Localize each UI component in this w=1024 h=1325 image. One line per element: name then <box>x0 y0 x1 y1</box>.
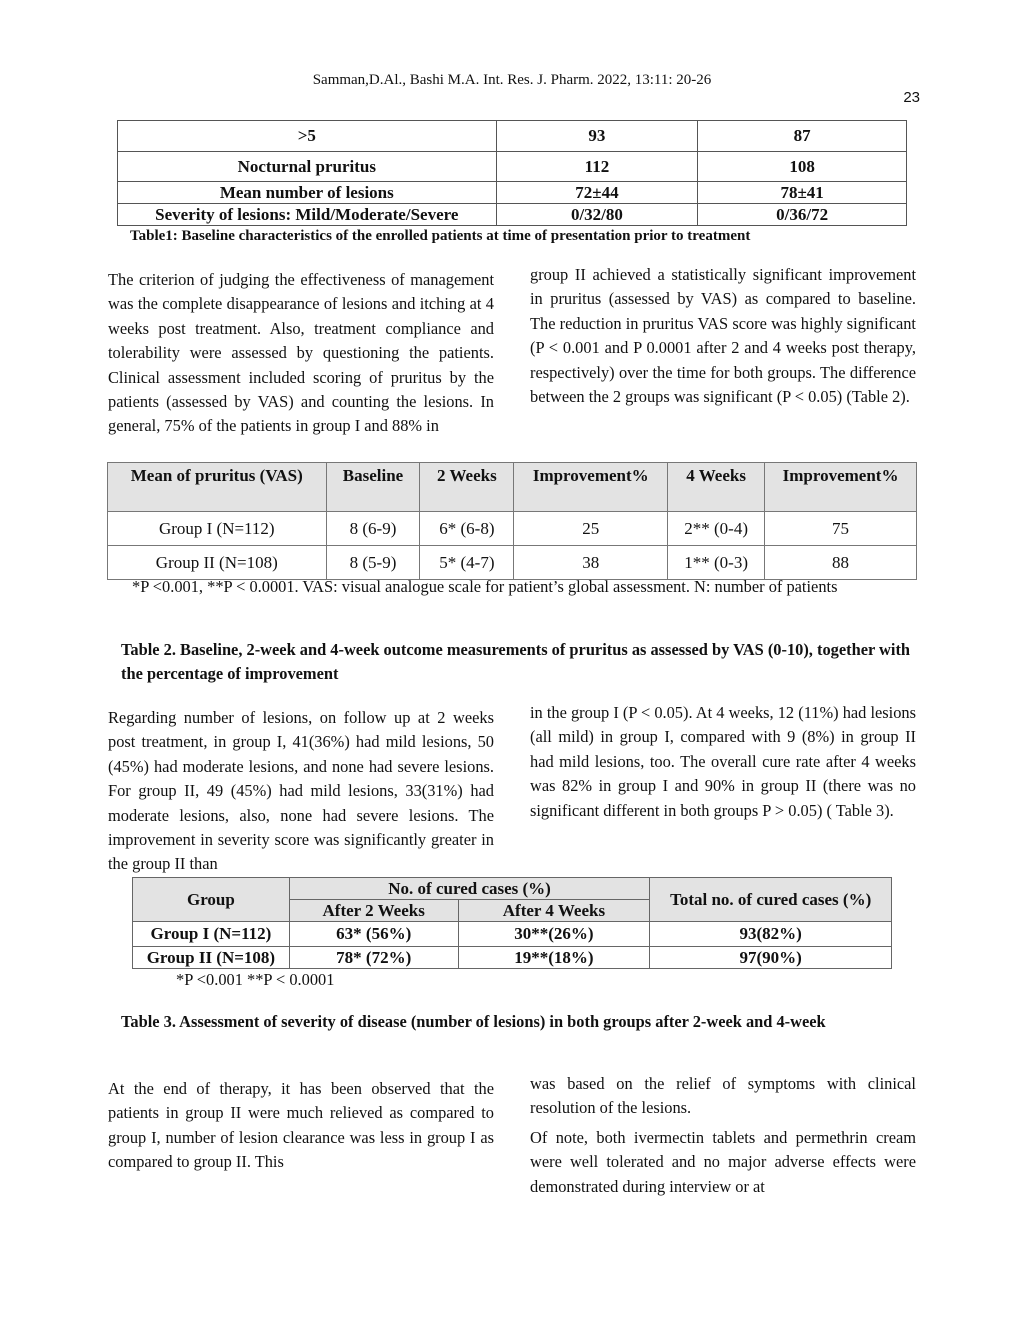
column-header: Baseline <box>326 463 420 512</box>
paragraph-left-2: Regarding number of lesions, on follow up at 2 weeks post treatment, in group I, 41(36%) had mild lesions, 50 (45%) had moderate lesions, and none had severe lesions. For group II, 49 (45%) had mild lesions, 33(31%) had moderate lesions, also, none had severe lesions. The improvement in severity score was significantly greater in the group II than <box>108 708 494 874</box>
table-cell: 72±44 <box>496 182 698 204</box>
column-header: After 4 Weeks <box>458 900 650 922</box>
table-cell: 25 <box>514 512 668 546</box>
column-header: Total no. of cured cases (%) <box>650 878 892 922</box>
column-header: Improvement% <box>765 463 917 512</box>
table-cell: 5* (4-7) <box>420 546 514 580</box>
table-cell: 75 <box>765 512 917 546</box>
table-row <box>118 152 907 182</box>
table-cell: 0/32/80 <box>496 204 698 226</box>
paragraph-right-3a: was based on the relief of symptoms with clinical resolution of the lesions. <box>530 1074 916 1118</box>
table-cell: 30**(26%) <box>458 922 650 947</box>
table-cell: 78* (72%) <box>289 947 458 969</box>
table-cell: 87 <box>698 121 907 152</box>
table-cell: 6* (6-8) <box>420 512 514 546</box>
column-header: No. of cured cases (%) <box>289 878 649 900</box>
table3-footnote: *P <0.001 **P < 0.0001 <box>176 970 335 989</box>
table-cell: 0/36/72 <box>698 204 907 226</box>
table1-caption: Table1: Baseline characteristics of the enrolled patients at time of presentation prior to treatment <box>130 228 751 244</box>
table2-caption: Table 2. Baseline, 2-week and 4-week outcome measurements of pruritus as assessed by VAS (0-10), together with the percentage of improvement <box>121 640 911 684</box>
table-cell: 8 (5-9) <box>326 546 420 580</box>
paragraph-left-1: The criterion of judging the effectiveness of management was the complete disappearance of lesions and itching at 4 weeks post treatment. Also, treatment compliance and tolerability were assessed by questioning the patients. Clinical assessment included scoring of pruritus by the patients (assessed by VAS) and counting the lesions. In general, 75% of the patients in group I and 88% in <box>108 270 494 436</box>
column-header: Mean of pruritus (VAS) <box>108 463 327 512</box>
table-header-row <box>108 463 917 512</box>
table-cell: 19**(18%) <box>458 947 650 969</box>
page-number: 23 <box>903 89 920 106</box>
table-header-row <box>133 878 892 900</box>
table-cell: 1** (0-3) <box>668 546 765 580</box>
table-cell: 112 <box>496 152 698 182</box>
column-header: 2 Weeks <box>420 463 514 512</box>
table-cell: 2** (0-4) <box>668 512 765 546</box>
table-row <box>118 182 907 204</box>
table2 <box>107 462 917 580</box>
table-cell: 8 (6-9) <box>326 512 420 546</box>
table-row <box>118 121 907 152</box>
table3-caption: Table 3. Assessment of severity of disease (number of lesions) in both groups after 2-week and 4-week <box>121 1012 826 1031</box>
table-cell: >5 <box>118 121 497 152</box>
table-row <box>108 512 917 546</box>
table-cell: 93 <box>496 121 698 152</box>
table-row <box>133 922 892 947</box>
table-cell: Group I (N=112) <box>133 922 290 947</box>
table-cell: Group II (N=108) <box>133 947 290 969</box>
column-header: Improvement% <box>514 463 668 512</box>
table-cell: Group II (N=108) <box>108 546 327 580</box>
column-header: After 2 Weeks <box>289 900 458 922</box>
column-header: 4 Weeks <box>668 463 765 512</box>
running-header: Samman,D.Al., Bashi M.A. Int. Res. J. Pharm. 2022, 13:11: 20-26 <box>312 72 712 88</box>
table-cell: Nocturnal pruritus <box>118 152 497 182</box>
table-cell: 88 <box>765 546 917 580</box>
table3 <box>132 877 892 969</box>
table-cell: 108 <box>698 152 907 182</box>
paragraph-right-3b: Of note, both ivermectin tablets and permethrin cream were well tolerated and no major adverse effects were demonstrated during interview or at <box>530 1128 916 1196</box>
table-row <box>118 204 907 226</box>
column-header: Group <box>133 878 290 922</box>
table-cell: Mean number of lesions <box>118 182 497 204</box>
paragraph-right-1: group II achieved a statistically significant improvement in pruritus (assessed by VAS) as compared to baseline. The reduction in pruritus VAS score was highly significant (P < 0.001 and P 0.0001 after 2 and 4 weeks post therapy, respectively) over the time for both groups. The difference between the 2 groups was significant (P < 0.05) (Table 2). <box>530 265 916 407</box>
table-cell: Group I (N=112) <box>108 512 327 546</box>
table-cell: 78±41 <box>698 182 907 204</box>
paragraph-right-2: in the group I (P < 0.05). At 4 weeks, 12 (11%) had lesions (all mild) in group I, compared with 9 (8%) in group II had mild lesions, too. The overall cure rate after 4 weeks was 82% in group I and 90% in group II (there was no significant different in both groups P > 0.05) ( Table 3). <box>530 703 916 820</box>
table-row <box>133 947 892 969</box>
table-cell: 63* (56%) <box>289 922 458 947</box>
table2-footnote: *P <0.001, **P < 0.0001. VAS: visual analogue scale for patient’s global assessment. N: number of patients <box>132 577 838 596</box>
table-cell: 93(82%) <box>650 922 892 947</box>
table-cell: 97(90%) <box>650 947 892 969</box>
table-cell: Severity of lesions: Mild/Moderate/Severe <box>118 204 497 226</box>
paragraph-left-3: At the end of therapy, it has been observed that the patients in group II were much relieved as compared to group I, number of lesion clearance was less in group I as compared to group II. This <box>108 1079 494 1172</box>
table1 <box>117 120 907 226</box>
table-cell: 38 <box>514 546 668 580</box>
